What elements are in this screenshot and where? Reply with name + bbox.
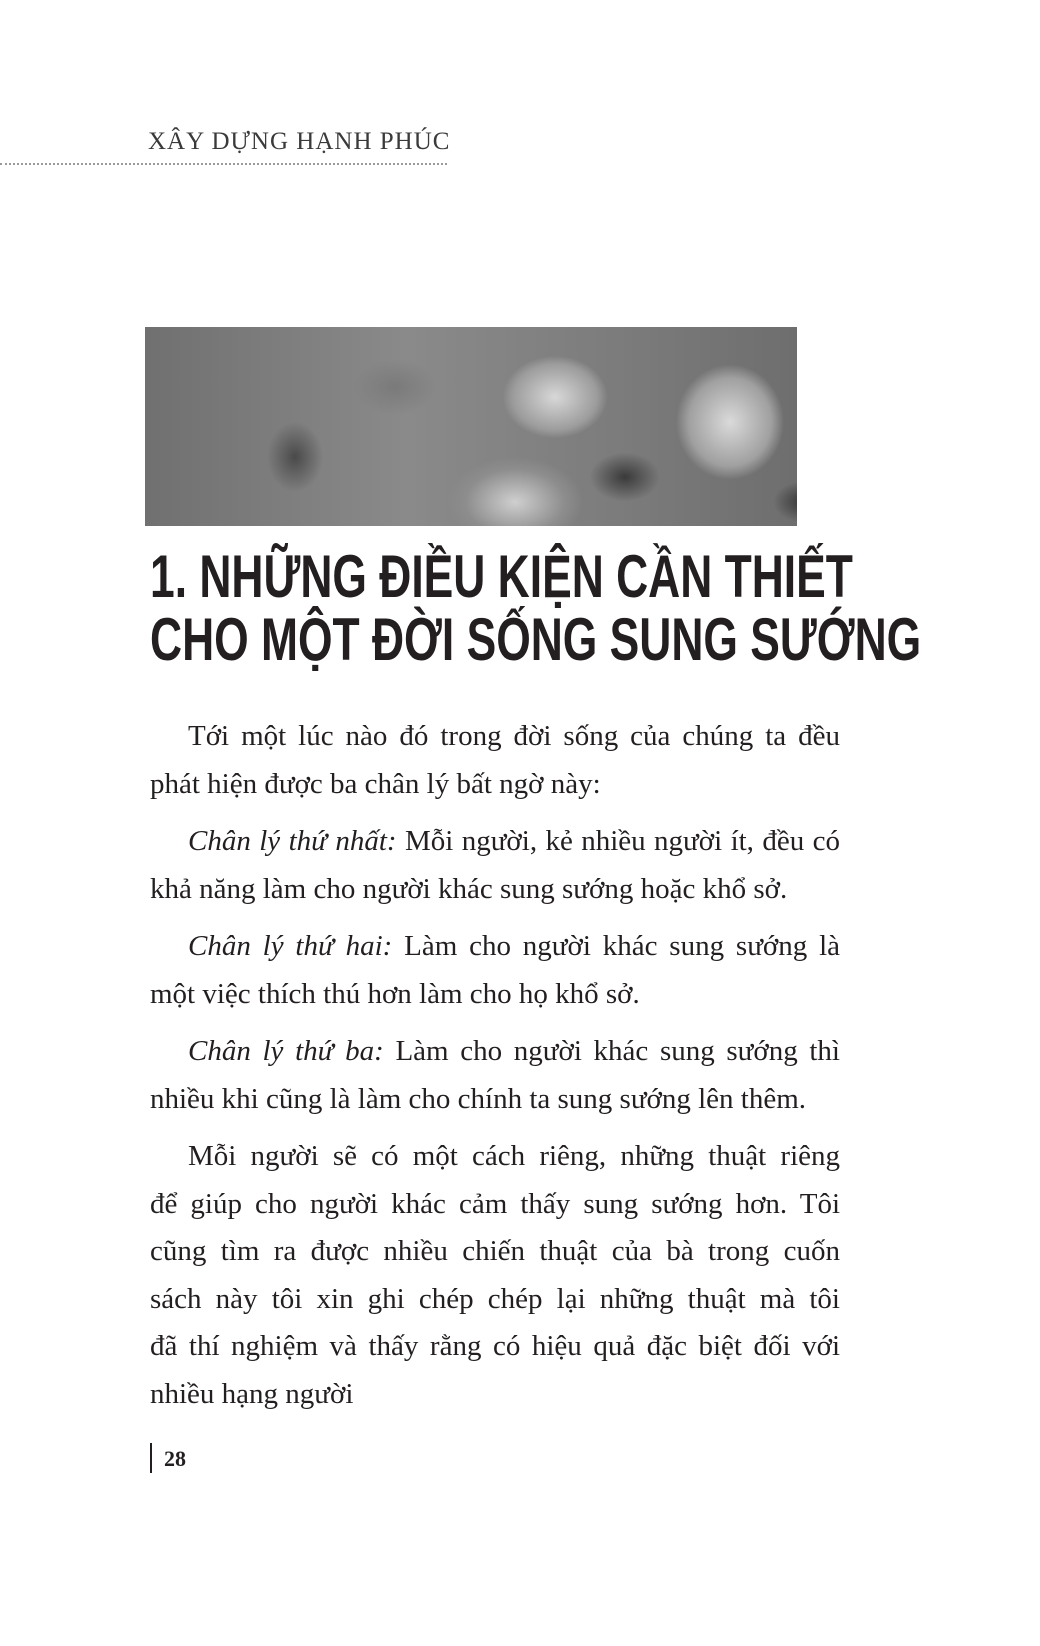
text-line: nhiều hạng người [150, 1377, 354, 1410]
text-run: Mỗi người, kẻ nhiều người ít, đều có [396, 825, 840, 857]
text-line: cũng tìm ra được nhiều chiến thuật của bà trong cuốn [150, 1235, 840, 1267]
heading-line-1: 1. NHỮNG ĐIỀU KIỆN CẦN THIẾT [150, 543, 853, 610]
running-header: XÂY DỰNG HẠNH PHÚC [148, 128, 451, 155]
text-line: phát hiện được ba chân lý bất ngờ này: [150, 767, 601, 800]
header-divider [0, 163, 447, 165]
text-line: sách này tôi xin ghi chép chép lại những thuật mà tôi [150, 1282, 840, 1315]
paragraph-3 [150, 923, 840, 1018]
italic-lead: Chân lý thứ hai: [188, 930, 393, 962]
paragraph-5 [150, 1133, 840, 1418]
text-line: Mỗi người sẽ có một cách riêng, những thuật riêng [188, 1140, 840, 1172]
text-line: để giúp cho người khác cảm thấy sung sướng hơn. Tôi [150, 1187, 840, 1220]
body-text [150, 713, 840, 1428]
text-run: Làm cho người khác sung sướng thì [383, 1035, 840, 1067]
text-line [150, 1028, 840, 1076]
page-number: 28 [150, 1443, 186, 1473]
text-line: nhiều khi cũng là làm cho chính ta sung sướng lên thêm. [150, 1082, 807, 1115]
text-run: Làm cho người khác sung sướng là [392, 930, 840, 962]
chapter-heading [150, 545, 921, 671]
italic-lead: Chân lý thứ nhất: [188, 825, 397, 857]
text-line [150, 923, 840, 971]
paragraph-4 [150, 1028, 840, 1123]
text-line: một việc thích thú hơn làm cho họ khổ sở. [150, 977, 640, 1010]
italic-lead: Chân lý thứ ba: [188, 1035, 384, 1067]
paragraph-1 [150, 713, 840, 808]
text-line: khả năng làm cho người khác sung sướng hoặc khổ sở. [150, 872, 788, 905]
text-line [150, 818, 840, 866]
paragraph-2 [150, 818, 840, 913]
heading-line-2: CHO MỘT ĐỜI SỐNG SUNG SƯỚNG [150, 606, 922, 673]
text-line: đã thí nghiệm và thấy rằng có hiệu quả đặc biệt đối với [150, 1330, 840, 1362]
flower-painting-image [145, 327, 797, 526]
text-line: Tới một lúc nào đó trong đời sống của chúng ta đều [188, 720, 840, 752]
